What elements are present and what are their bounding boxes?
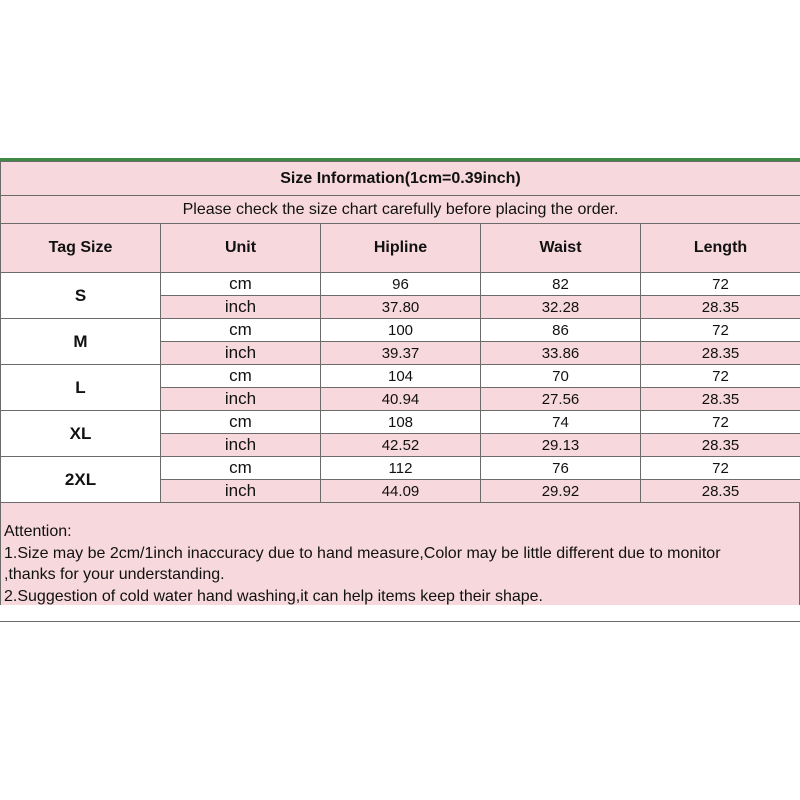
size-rows [1,273,800,503]
length-cell: 28.35 [641,342,800,365]
table-row [1,319,800,342]
unit-cell: inch [161,434,321,457]
table-row [1,273,800,296]
hipline-cell: 39.37 [321,342,481,365]
unit-cell: inch [161,480,321,503]
tag-size-cell: M [1,319,161,365]
hipline-cell: 44.09 [321,480,481,503]
waist-cell: 76 [481,457,641,480]
notes-line-3: 2.Suggestion of cold water hand washing,it can help items keep their shape. [4,587,543,605]
table-row [1,411,800,434]
size-table [0,161,800,503]
waist-cell: 27.56 [481,388,641,411]
length-cell: 72 [641,273,800,296]
waist-cell: 82 [481,273,641,296]
unit-cell: inch [161,342,321,365]
waist-cell: 32.28 [481,296,641,319]
waist-cell: 86 [481,319,641,342]
waist-cell: 29.92 [481,480,641,503]
length-cell: 28.35 [641,388,800,411]
unit-cell: inch [161,296,321,319]
header-hipline: Hipline [321,224,481,273]
header-unit: Unit [161,224,321,273]
tag-size-cell: 2XL [1,457,161,503]
notes-heading: Attention: [4,523,72,540]
hipline-cell: 104 [321,365,481,388]
size-chart [0,158,800,622]
table-row [1,365,800,388]
length-cell: 28.35 [641,480,800,503]
hipline-cell: 96 [321,273,481,296]
hipline-cell: 40.94 [321,388,481,411]
unit-cell: cm [161,457,321,480]
hipline-cell: 108 [321,411,481,434]
hipline-cell: 42.52 [321,434,481,457]
notes-line-1: 1.Size may be 2cm/1inch inaccuracy due to hand measure,Color may be little different due to monitor [4,544,721,562]
length-cell: 72 [641,319,800,342]
unit-cell: cm [161,365,321,388]
length-cell: 28.35 [641,434,800,457]
tag-size-cell: L [1,365,161,411]
tag-size-cell: S [1,273,161,319]
chart-title: Size Information(1cm=0.39inch) [1,162,800,196]
length-cell: 28.35 [641,296,800,319]
waist-cell: 29.13 [481,434,641,457]
unit-cell: inch [161,388,321,411]
header-tag-size: Tag Size [1,224,161,273]
hipline-cell: 100 [321,319,481,342]
table-row [1,457,800,480]
waist-cell: 74 [481,411,641,434]
chart-subtitle: Please check the size chart carefully before placing the order. [1,196,800,224]
unit-cell: cm [161,273,321,296]
unit-cell: cm [161,411,321,434]
notes-line-2: ,thanks for your understanding. [4,566,225,583]
header-length: Length [641,224,800,273]
unit-cell: cm [161,319,321,342]
length-cell: 72 [641,411,800,434]
tag-size-cell: XL [1,411,161,457]
hipline-cell: 112 [321,457,481,480]
length-cell: 72 [641,457,800,480]
length-cell: 72 [641,365,800,388]
waist-cell: 70 [481,365,641,388]
attention-notes [0,503,800,605]
waist-cell: 33.86 [481,342,641,365]
header-waist: Waist [481,224,641,273]
hipline-cell: 37.80 [321,296,481,319]
